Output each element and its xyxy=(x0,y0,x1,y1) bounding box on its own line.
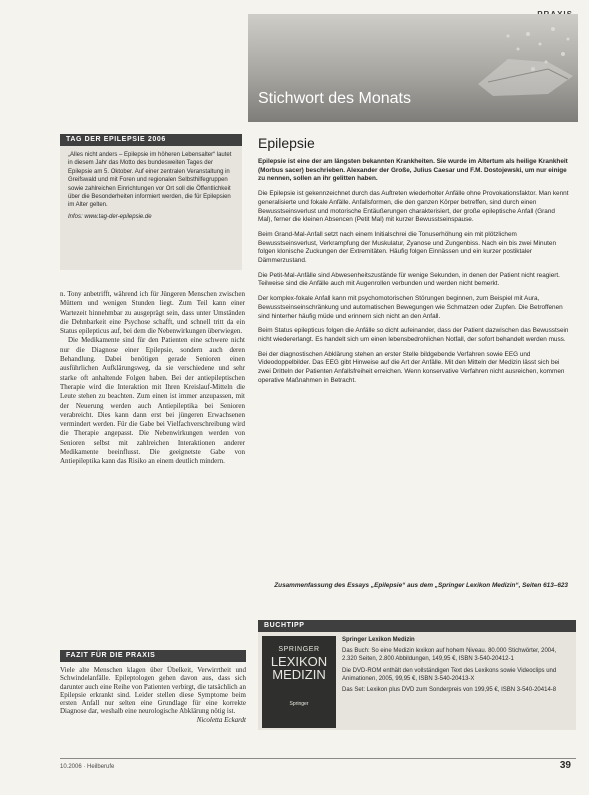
cover-line: MEDIZIN xyxy=(272,667,326,682)
buchtipp-box xyxy=(258,620,576,730)
book-title: Springer Lexikon Medizin xyxy=(342,637,415,643)
left-paragraph: Die Medikamente sind für den Patienten eine schwere nicht nur die Diagnose einer Epilepsie, sondern auch deren Behandlung. Dabei benötigen gerade Senioren einen ausführlichen Aufklärungsweg, da sie verschiedene und sehr starke oft anhaltende Folgen haben. Bei der antiepileptischen Therapie wird die Interaktion mit Ihren Kreislauf-Mitteln die Leute stehen zu beachten. Zum einen ist immer anzupassen, mit der Neuerung werden auch Antiepileptika bei Senioren verabreicht. Dies kann dann erst bei jüngeren Erwachsenen vermindert werden. Für die Gabe bei Vielfachverschreibung wird die Therapie angepasst. Die Nebenwirkungen werden von Senioren selbst mit zahlreichen Interaktionen anderer Medikamente beeinflusst. Die geeignetste Gabe von Antiepileptika kann das Risiko an einem deutlich mindern. xyxy=(60,336,245,466)
tag-box-link[interactable]: Infos: www.tag-der-epilepsie.de xyxy=(68,213,152,220)
book-detail: Das Buch: So eine Medizin lexikon auf hohem Niveau. 80.000 Stichwörter, 2004, 2.320 Seiten, 2.800 Abbildungen, 149,95 €, ISBN 3-540-20412-1 xyxy=(342,648,557,663)
buchtipp-heading: BUCHTIPP xyxy=(258,620,576,632)
buchtipp-text xyxy=(342,636,568,697)
cover-line: SPRINGER xyxy=(278,646,320,653)
left-column xyxy=(60,290,245,467)
article-paragraph: Die Epilepsie ist gekennzeichnet durch das Auftreten wiederholter Anfälle ohne Provokationsfaktor. Man kennt generalisierte und fokale Anfälle. Anfallsformen, die den ganzen Körper betreffen, sind durch einen Bewusstseinsverlust und motorische Entäußerungen charakterisiert, der große epileptische Anfall (Grand Mal), ferner die kleinen Absencen (Petit Mal) mit kurzer Bewusstseinspause. xyxy=(258,190,569,224)
article-title: Epilepsie xyxy=(258,135,315,151)
tag-box-heading: TAG DER EPILEPSIE 2006 xyxy=(60,134,242,146)
article-source: Zusammenfassung des Essays „Epilepsie“ aus dem „Springer Lexikon Medizin“, Seiten 613–623 xyxy=(274,582,568,589)
page-number: 39 xyxy=(559,760,571,771)
monthly-heading: Stichwort des Monats xyxy=(258,90,411,107)
fazit-heading: FAZIT FÜR DIE PRAXIS xyxy=(60,650,246,662)
book-detail: Das Set: Lexikon plus DVD zum Sonderpreis von 199,95 €, ISBN 3-540-20414-8 xyxy=(342,687,557,694)
left-paragraph: n. Tony anbetrifft, während ich für Jüngeren Menschen zwischen Müttern und wenigen Stunden liegt. Zum Teil kann einer Wartezeit hinnehmbar zu ausgeprägt sein, dass unter Umständen die Dehnbarkeit eine Psychose schafft, und schnell tritt da ein Status epilepticus auf, bei dem die Nebenwirkungen überwiegen. xyxy=(60,290,245,336)
article-paragraph: Beim Status epilepticus folgen die Anfälle so dicht aufeinander, dass der Patient dazwischen das Bewusstsein nicht wiedererlangt. Es handelt sich um einen lebensbedrohlichen Notfall, der sofort behandelt werden muss. xyxy=(258,327,569,343)
fazit-box xyxy=(60,650,246,724)
article-paragraph: Bei der diagnostischen Abklärung stehen an erster Stelle bildgebende Verfahren sowie EEG und Videodoppelbilder. Das EEG gibt Hinweise auf die Art der Anfälle. Mit den Mitteln der Medizin lässt sich bei zwei Dritteln der Patienten Anfallsfreiheit erreichen. Wenn konservative Verfahren nicht ausreichen, kommen operative Maßnahmen in Betracht. xyxy=(258,350,565,384)
article-paragraph: Die Petit-Mal-Anfälle sind Abwesenheitszustände für wenige Sekunden, in denen der Patient nicht reagiert. Teilweise sind die Anfälle auch mit Augenrollen verbunden und werden nicht bemerkt. xyxy=(258,271,560,288)
footer-issue: 10.2006 · Heilberufe xyxy=(60,764,115,770)
tag-der-epilepsie-box xyxy=(60,134,242,270)
book-cover xyxy=(262,636,336,728)
book-detail: Die DVD-ROM enthält den vollständigen Text des Lexikons sowie Videoclips und Animationen, 2005, 99,95 €, ISBN 3-540-20413-X xyxy=(342,667,557,682)
article-lead: Epilepsie ist eine der am längsten bekannten Krankheiten. Sie wurde im Altertum als heilige Krankheit (Morbus sacer) beschrieben. Alexander der Große, Julius Caesar und F.M. Dostojewski, um nur einige zu nennen, sollen an ihr gelitten haben. xyxy=(258,158,568,183)
cover-publisher: Springer xyxy=(289,701,309,707)
cover-line: LEXIKON xyxy=(270,654,328,669)
fazit-text: Viele alte Menschen klagen über Übelkeit, Verwirrtheit und Schwindelanfälle. Epileptologen gehen davon aus, dass sich darunter auch eine Reihe von Patienten verbirgt, die tatsächlich an Epilepsie erkrankt sind. Leider stellen diese Symptome beim ersten Anfall nur selten eine Grundlage für eine korrekte Diagnose dar, weshalb eine neurologische Abklärung nötig ist. xyxy=(60,666,246,716)
footer-divider xyxy=(60,758,576,759)
fazit-signature: Nicoletta Eckardt xyxy=(196,715,246,724)
article-body xyxy=(258,158,570,391)
tag-box-text: „Alles nicht anders – Epilepsie im höheren Lebensalter“ lautet in diesem Jahr das Motto des bundesweiten Tages der Epilepsie am 5. Oktober. Auf einer zentralen Veranstaltung in Greifswald und mit Foren und regionalen Selbsthilfegruppen sowie zahlreichen Einrichtungen vor Ort soll die Öffentlichkeit über die Besonderheiten informiert werden, die für Epilepsien im Alter gelten. xyxy=(68,152,232,209)
article-paragraph: Beim Grand-Mal-Anfall setzt nach einem Initialschrei die Tonuserhöhung ein mit plötzlichem Bewusstseinsverlust, Verkrampfung der Muskulatur, Zyanose und Zungenbiss. Nach ein bis zwei Minuten folgen klonische Zuckungen der Extremitäten. Häufig folgen Einnässen und ein kurzer postiktaler Dämmerzustand. xyxy=(258,230,557,265)
article-paragraph: Der komplex-fokale Anfall kann mit psychomotorischen Störungen beginnen, zum Beispiel mit Aura, Bewusstseinseinschränkung und automatischen Bewegungen wie Schmatzen oder Zupfen. Die Betroffenen sind hinterher häufig müde und erinnern sich nicht an den Anfall. xyxy=(258,295,563,320)
